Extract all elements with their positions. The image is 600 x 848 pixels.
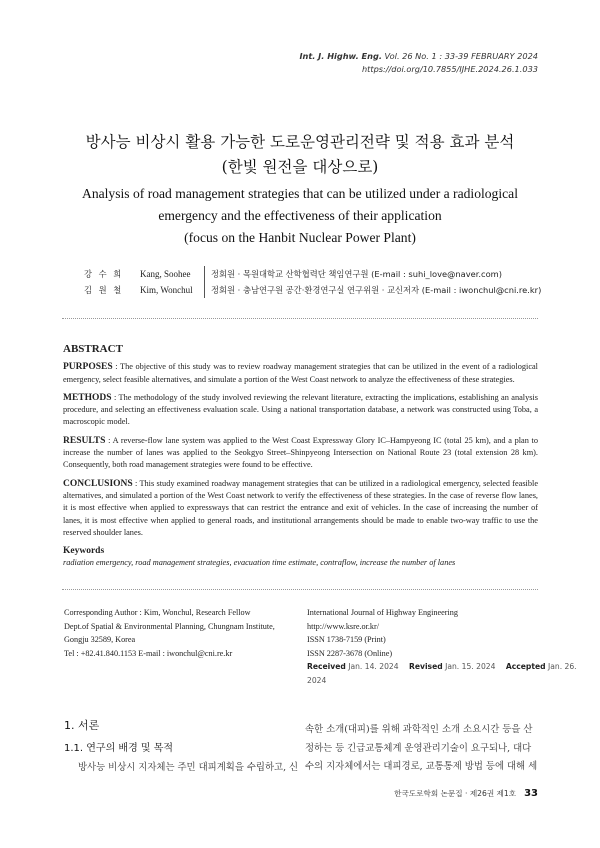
purposes-text: : The objective of this study was to review roadway management strategies that can be utilized in the event of a radiological emergency, select feasible alternatives, and simulate a portion of the West Coast network to analyze the effectiveness of these strategies.: [63, 362, 538, 384]
abstract-conclusions: [63, 478, 538, 539]
abstract-results: [63, 435, 538, 472]
methods-label: METHODS: [63, 392, 112, 403]
author-affiliation: 정회원 · 충남연구원 공간·환경연구실 연구위원 · 교신저자 (E-mail : iwonchul@cni.re.kr): [204, 282, 541, 298]
journal-info: [307, 606, 600, 687]
title-korean-line1: 방사능 비상시 활용 가능한 도로운영관리전략 및 적용 효과 분석: [85, 133, 515, 151]
section-heading: 1. 서론: [64, 719, 100, 732]
author-list: [84, 266, 541, 298]
issn-online: ISSN 2287-3678 (Online): [307, 648, 393, 658]
journal-doi[interactable]: https://doi.org/10.7855/IJHE.2024.26.1.033: [361, 64, 538, 74]
purposes-label: PURPOSES: [63, 362, 113, 373]
submission-dates: [307, 660, 600, 687]
author-name-korean: 강 수 희: [84, 269, 124, 279]
body-line: 수의 지자체에서는 대피경로, 교통통제 방법 등에 대해 세: [305, 761, 538, 773]
body-line: 정하는 등 긴급교통체계 운영관리기술이 요구되나, 대다: [305, 742, 532, 754]
body-line: 속한 소개(대피)를 위해 과학적인 소개 소요시간 등을 산: [305, 724, 533, 735]
divider-top: [62, 318, 538, 319]
author-affiliation: 정회원 · 목원대학교 산학협력단 책임연구원 (E-mail : suhi_love@naver.com): [204, 266, 502, 282]
corresponding-line: Dept.of Spatial & Environmental Planning, Chungnam Institute,: [64, 621, 275, 631]
abstract-heading: ABSTRACT: [63, 343, 123, 355]
title-english: [40, 183, 560, 249]
journal-issue: Vol. 26 No. 1 : 33-39 FEBRUARY 2024: [384, 51, 538, 61]
received-date: Jan. 14. 2024: [348, 662, 399, 671]
results-label: RESULTS: [63, 435, 106, 446]
abstract: [63, 343, 538, 570]
keywords-heading: Keywords: [63, 546, 105, 557]
author-name-english: Kim, Wonchul: [140, 285, 193, 295]
received-label: Received: [307, 662, 346, 671]
page-footer: [394, 788, 538, 799]
title-korean: [0, 130, 600, 180]
title-english-line1: Analysis of road management strategies that can be utilized under a radiological: [82, 186, 518, 201]
journal-abbrev: Int. J. Highw. Eng.: [299, 51, 382, 61]
journal-header: [299, 50, 538, 76]
title-english-line2: emergency and the effectiveness of their application: [158, 208, 442, 223]
abstract-methods: [63, 392, 538, 429]
results-text: : A reverse-flow lane system was applied to the West Coast Expressway Glory IC–Hampyeong IC (total 25 km), and a plan to increase the number of lanes was applied to the Seokgyo Street–Shinpyeong Intersection on National Route 23 (total extension 28 km). Consequently, both road management strategies were found to be effective.: [63, 435, 538, 470]
abstract-purposes: [63, 361, 538, 386]
issn-print: ISSN 1738-7159 (Print): [307, 635, 386, 644]
corresponding-line: Corresponding Author : Kim, Wonchul, Research Fellow: [64, 608, 251, 617]
conclusions-text: : This study examined roadway management strategies that can be utilized in a radiological emergency, selected feasible alternatives, and simulated a portion of the West Coast network to verify the effectiveness of these strategies. In the case of reverse flow lanes, it is most effective when applied to expressways that can restrict the entrance and exit of vehicles. In the case of increasing the number of lanes, it is most effective when applied to general roads, and institutional arrangements should be made to enable two-way traffic to use the reserved shoulder lanes.: [63, 478, 538, 537]
title-korean-line2: (한빛 원전을 대상으로): [221, 158, 379, 176]
conclusions-label: CONCLUSIONS: [63, 478, 133, 489]
corresponding-contact: Tel : +82.41.840.1153 E-mail : iwonchul@cni.re.kr: [64, 648, 233, 658]
journal-name: International Journal of Highway Engineering: [307, 608, 458, 617]
accepted-label: Accepted: [505, 662, 546, 671]
page-number: 33: [524, 788, 538, 799]
methods-text: : The methodology of the study involved reviewing the relevant literature, extracting the implications, establishing an analysis procedure, and selecting an effectiveness evaluation scale. Using a national transportation database, a network was constructed using Toba, a macroscopic model.: [63, 392, 538, 427]
subsection-heading: 1.1. 연구의 배경 및 목적: [64, 743, 174, 754]
divider-bottom: [62, 589, 538, 590]
revised-label: Revised: [409, 662, 443, 671]
body-text-left: 방사능 비상시 지자체는 주민 대피계획을 수립하고, 신: [78, 762, 299, 773]
corresponding-author: [64, 606, 275, 660]
corresponding-line: Gongju 32589, Korea: [64, 635, 136, 644]
accepted-date: Jan. 26. 2024: [307, 662, 577, 685]
title-english-line3: (focus on the Hanbit Nuclear Power Plant): [184, 230, 416, 245]
revised-date: Jan. 15. 2024: [445, 662, 496, 671]
keywords-text: radiation emergency, road management strategies, evacuation time estimate, contraflow, increase the number of lanes: [63, 558, 456, 568]
author-name-korean: 김 원 철: [84, 285, 124, 295]
footer-journal: 한국도로학회 논문집 · 제26권 제1호: [394, 789, 517, 798]
author-name-english: Kang, Soohee: [140, 269, 191, 279]
author-row: [84, 282, 541, 298]
author-row: [84, 266, 541, 282]
body-text-right: [305, 721, 539, 777]
journal-url[interactable]: http://www.ksre.or.kr/: [307, 621, 380, 631]
